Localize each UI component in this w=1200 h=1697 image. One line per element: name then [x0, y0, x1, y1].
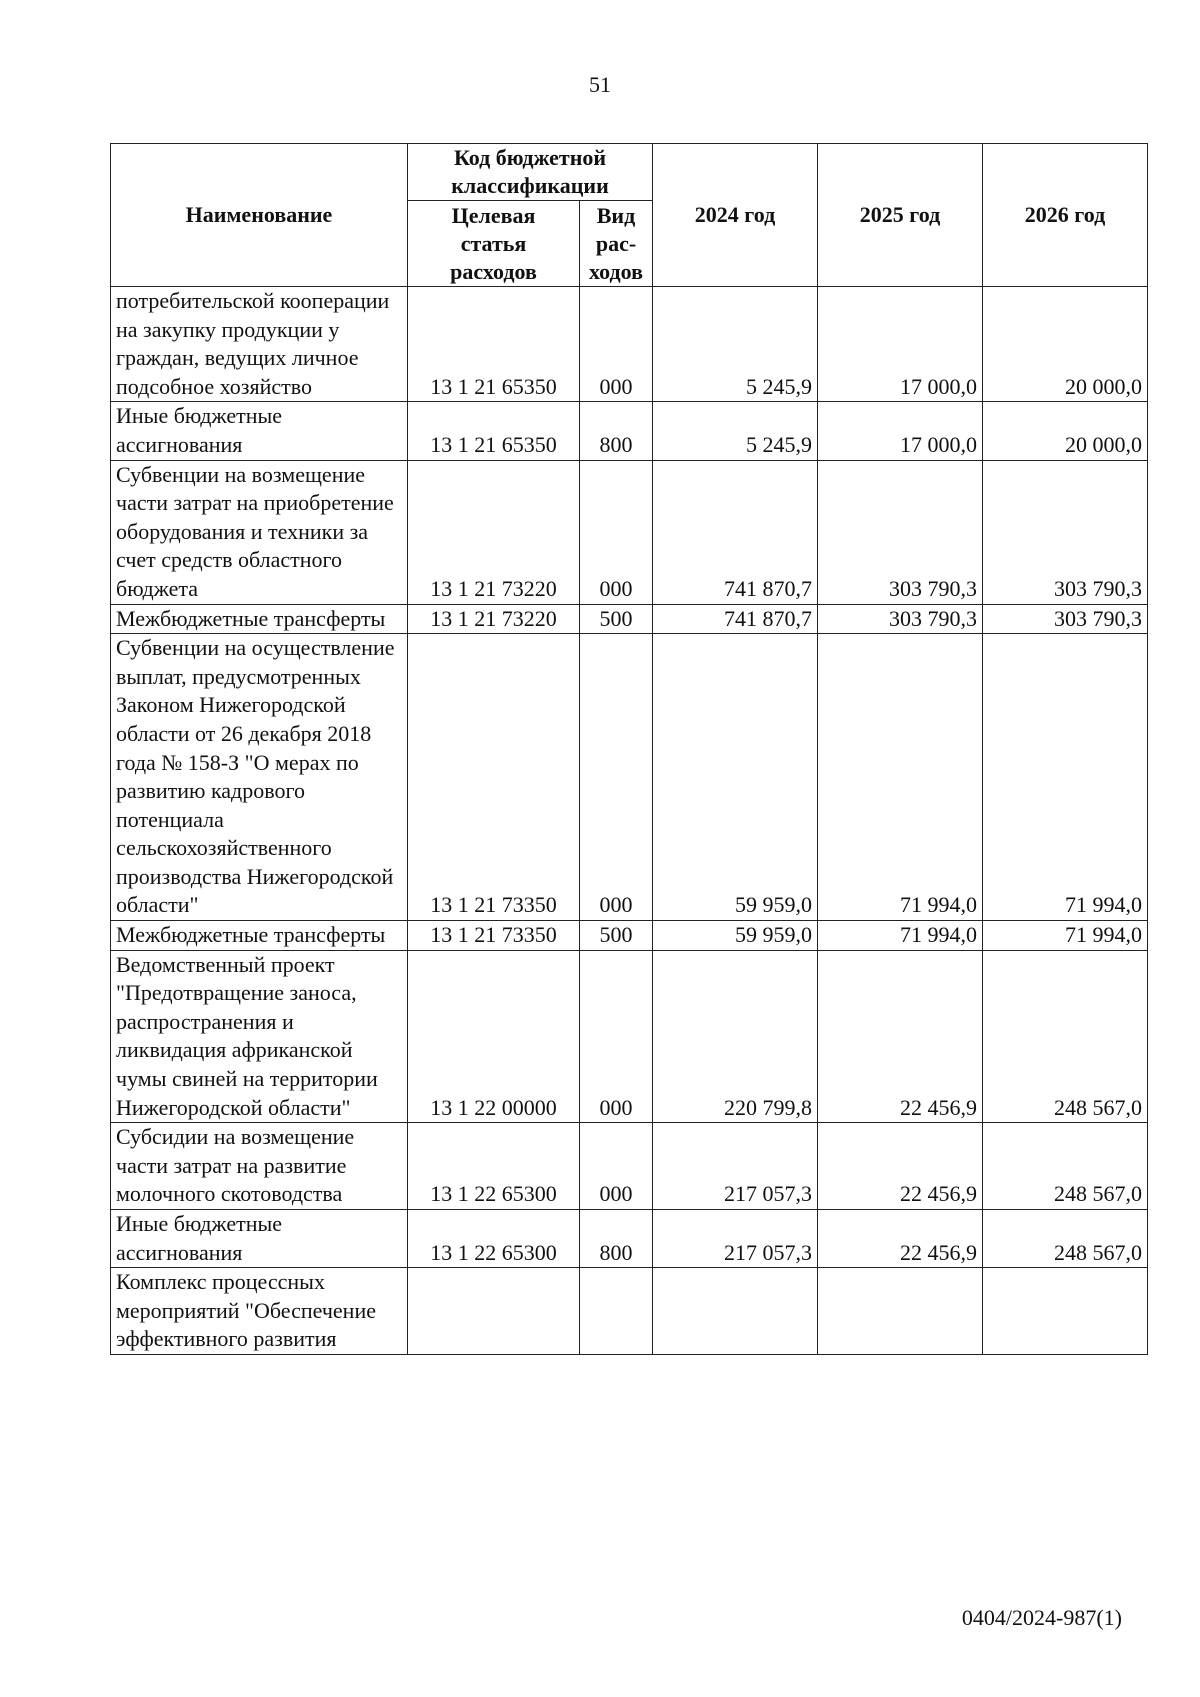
amount-2026-cell: 71 994,0	[983, 921, 1148, 951]
table-row	[111, 921, 1148, 951]
amount-2026-cell: 248 567,0	[983, 1210, 1148, 1268]
header-name: Наименование	[111, 144, 408, 287]
amount-2024-cell: 741 870,7	[653, 604, 818, 634]
amount-2025-cell: 303 790,3	[818, 604, 983, 634]
table-row	[111, 1210, 1148, 1268]
table-row	[111, 1123, 1148, 1210]
expense-kind-cell: 500	[580, 604, 653, 634]
amount-2024-cell: 5 245,9	[653, 402, 818, 460]
expense-kind-cell: 000	[580, 634, 653, 921]
row-name-cell: Иные бюджетные ассигнования	[111, 402, 408, 460]
amount-2025-cell: 17 000,0	[818, 287, 983, 402]
amount-2025-cell: 303 790,3	[818, 460, 983, 604]
table-row	[111, 634, 1148, 921]
header-budget-code-group: Код бюджетной классификации	[408, 144, 653, 201]
budget-table	[110, 143, 1148, 1355]
row-name-cell: Комплекс процессных мероприятий "Обеспечение эффективного развития	[111, 1268, 408, 1355]
expense-kind-cell: 800	[580, 1210, 653, 1268]
amount-2024-cell: 217 057,3	[653, 1210, 818, 1268]
amount-2024-cell: 217 057,3	[653, 1123, 818, 1210]
row-name-cell: Субсидии на возмещение части затрат на развитие молочного скотоводства	[111, 1123, 408, 1210]
amount-2026-cell: 248 567,0	[983, 1123, 1148, 1210]
expense-kind-cell: 000	[580, 950, 653, 1123]
expense-kind-cell: 000	[580, 460, 653, 604]
table-row	[111, 1268, 1148, 1355]
target-item-cell: 13 1 21 65350	[408, 402, 580, 460]
amount-2026-cell: 20 000,0	[983, 402, 1148, 460]
expense-kind-cell: 800	[580, 402, 653, 460]
header-target-item: Целевая статья расходов	[408, 201, 580, 287]
amount-2025-cell	[818, 1268, 983, 1355]
target-item-cell: 13 1 22 00000	[408, 950, 580, 1123]
table-body	[111, 287, 1148, 1355]
amount-2025-cell: 22 456,9	[818, 950, 983, 1123]
page-number: 51	[589, 72, 611, 97]
target-item-cell: 13 1 21 65350	[408, 287, 580, 402]
row-name-cell: Субвенции на возмещение части затрат на приобретение оборудования и техники за счет средств областного бюджета	[111, 460, 408, 604]
table-row	[111, 460, 1148, 604]
target-item-cell: 13 1 22 65300	[408, 1123, 580, 1210]
amount-2025-cell: 22 456,9	[818, 1210, 983, 1268]
amount-2025-cell: 71 994,0	[818, 921, 983, 951]
target-item-cell: 13 1 21 73350	[408, 634, 580, 921]
target-item-cell: 13 1 21 73220	[408, 460, 580, 604]
amount-2024-cell: 59 959,0	[653, 921, 818, 951]
amount-2026-cell: 303 790,3	[983, 604, 1148, 634]
expense-kind-cell	[580, 1268, 653, 1355]
row-name-cell: Межбюджетные трансферты	[111, 921, 408, 951]
table-row	[111, 950, 1148, 1123]
header-row-1	[111, 144, 1148, 201]
amount-2024-cell: 741 870,7	[653, 460, 818, 604]
expense-kind-cell: 000	[580, 287, 653, 402]
target-item-cell: 13 1 22 65300	[408, 1210, 580, 1268]
target-item-cell: 13 1 21 73220	[408, 604, 580, 634]
amount-2024-cell: 59 959,0	[653, 634, 818, 921]
row-name-cell: Иные бюджетные ассигнования	[111, 1210, 408, 1268]
amount-2026-cell: 20 000,0	[983, 287, 1148, 402]
header-2026: 2026 год	[983, 144, 1148, 287]
amount-2025-cell: 17 000,0	[818, 402, 983, 460]
expense-kind-cell: 000	[580, 1123, 653, 1210]
table-row	[111, 287, 1148, 402]
amount-2026-cell: 71 994,0	[983, 634, 1148, 921]
amount-2024-cell	[653, 1268, 818, 1355]
expense-kind-cell: 500	[580, 921, 653, 951]
document-code: 0404/2024-987(1)	[961, 1605, 1122, 1630]
table-row	[111, 402, 1148, 460]
amount-2026-cell: 248 567,0	[983, 950, 1148, 1123]
amount-2024-cell: 220 799,8	[653, 950, 818, 1123]
header-2025: 2025 год	[818, 144, 983, 287]
row-name-cell: потребительской кооперации на закупку продукции у граждан, ведущих личное подсобное хозяйство	[111, 287, 408, 402]
table-row	[111, 604, 1148, 634]
amount-2026-cell: 303 790,3	[983, 460, 1148, 604]
target-item-cell	[408, 1268, 580, 1355]
amount-2025-cell: 22 456,9	[818, 1123, 983, 1210]
amount-2026-cell	[983, 1268, 1148, 1355]
amount-2024-cell: 5 245,9	[653, 287, 818, 402]
header-2024: 2024 год	[653, 144, 818, 287]
row-name-cell: Субвенции на осуществление выплат, предусмотренных Законом Нижегородской области от 26 декабря 2018 года № 158-З "О мерах по развитию кадрового потенциала сельскохозяйственного производства Нижегородской области"	[111, 634, 408, 921]
header-expense-kind: Вид рас-ходов	[580, 201, 653, 287]
row-name-cell: Ведомственный проект "Предотвращение заноса, распространения и ликвидация африканской чумы свиней на территории Нижегородской области"	[111, 950, 408, 1123]
row-name-cell: Межбюджетные трансферты	[111, 604, 408, 634]
amount-2025-cell: 71 994,0	[818, 634, 983, 921]
target-item-cell: 13 1 21 73350	[408, 921, 580, 951]
